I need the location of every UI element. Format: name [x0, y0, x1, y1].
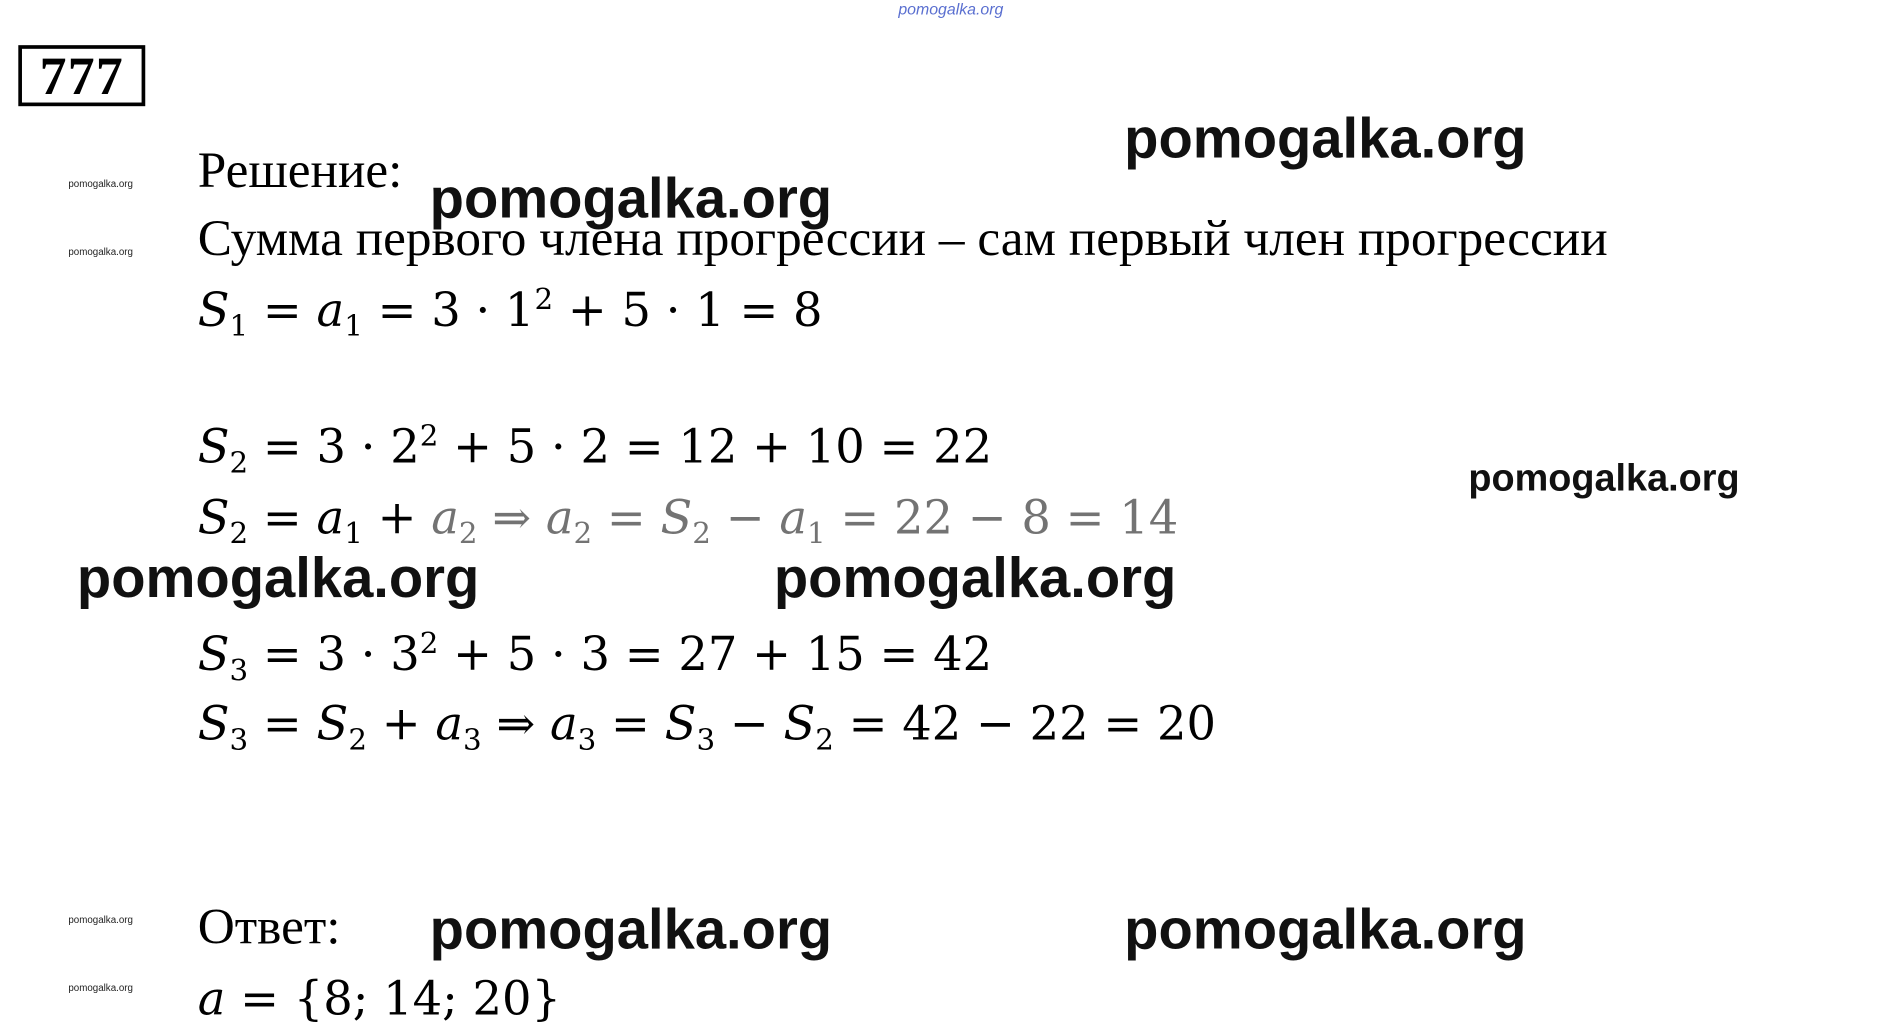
formula-s3-value: $S_3 = 3 \cdot 3^2 + 5 \cdot 3 = 27 + 15 = 42$ — [197, 626, 993, 688]
watermark-large: pomogalka.org — [429, 897, 833, 961]
answer-formula: a = {8; 14; 20} — [197, 971, 562, 1026]
watermark-large: pomogalka.org — [76, 545, 480, 610]
watermark-small: pomogalka.org — [68, 982, 133, 994]
watermark-medium: pomogalka.org — [1468, 456, 1740, 500]
explanation-text: Сумма первого члена прогрессии – сам первый член прогрессии — [197, 211, 1608, 268]
watermark-large: pomogalka.org — [1124, 106, 1527, 170]
formula-s2-value: $S_2 = 3 \cdot 2^2 + 5 \cdot 2 = 12 + 10 = 22$ — [197, 418, 993, 480]
task-number-box: 777 — [18, 45, 145, 106]
formula-s3-term: $S_3 = S_2 + a_3$ ⇒ $a_3 = S_3 - S_2 = 42 - 22 = 20$ — [197, 696, 1217, 757]
watermark-large: pomogalka.org — [1124, 897, 1527, 961]
solution-heading: Решение: — [197, 142, 403, 199]
watermark-small: pomogalka.org — [68, 914, 133, 926]
formula-s1: $S_1 = a_1 = 3 \cdot 1^2 + 5 \cdot 1 = 8$ — [197, 281, 823, 343]
answer-heading: Ответ: — [197, 899, 341, 956]
watermark-top: pomogalka.org — [898, 0, 1004, 19]
watermark-small: pomogalka.org — [68, 246, 133, 258]
formula-s2-term: $S_2 = a_1 + a_2$ ⇒ $a_2 = S_2 - a_1 = 22 - 8 = 14$ — [197, 490, 1179, 551]
watermark-large: pomogalka.org — [429, 166, 833, 230]
watermark-small: pomogalka.org — [68, 178, 133, 190]
watermark-large: pomogalka.org — [773, 545, 1177, 610]
